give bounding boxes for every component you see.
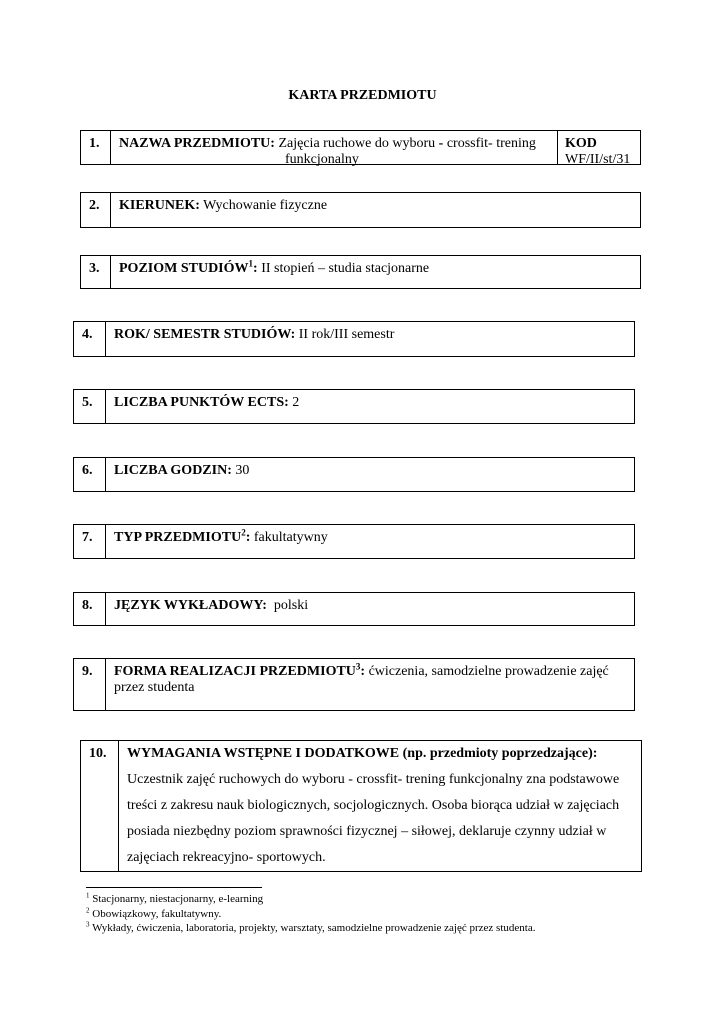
field-label: WYMAGANIA WSTĘPNE I DODATKOWE (np. przedmioty poprzedzające):	[127, 746, 598, 761]
footnote-2: $^2$ Obowiązkowy, fakultatywny.	[86, 906, 222, 920]
section-number: 2.	[81, 193, 111, 227]
field-value: fakultatywny	[253, 530, 328, 545]
field-label: FORMA REALIZACJI PRZEDMIOTU	[114, 664, 356, 679]
field-label: JĘZYK WYKŁADOWY:	[114, 598, 267, 613]
section-2-field-of-study	[80, 192, 641, 228]
section-9-delivery-form: 9. FORMA REALIZACJI PRZEDMIOTU$^3$: ćwiczenia, samodzielne prowadzenie zajęć przez studenta	[73, 658, 635, 711]
field-value: Wychowanie fizyczne	[203, 198, 328, 213]
section-number: 6.	[74, 458, 106, 491]
footnote-3: $^3$ Wykłady, ćwiczenia, laboratoria, projekty, warsztaty, samodzielne prowadzenie zajęć przez studenta.	[86, 920, 536, 934]
section-6-hours	[73, 457, 635, 492]
field-label: POZIOM STUDIÓW	[119, 261, 249, 276]
section-number: 9.	[74, 659, 106, 710]
field-label: LICZBA GODZIN:	[114, 463, 232, 478]
section-number: 10.	[81, 741, 119, 871]
section-number: 7.	[74, 525, 106, 558]
field-value: 30	[235, 463, 250, 478]
field-label: ROK/ SEMESTR STUDIÓW:	[114, 327, 296, 342]
field-value: polski	[273, 598, 309, 613]
section-number: 8.	[74, 593, 106, 625]
section-4-year-semester	[73, 321, 635, 357]
section-8-language	[73, 592, 635, 626]
field-value: II stopień – studia stacjonarne	[261, 261, 430, 276]
field-value: 2	[292, 395, 300, 410]
footnote-separator	[86, 887, 262, 888]
field-label: NAZWA PRZEDMIOTU:	[119, 136, 275, 151]
section-5-ects-points	[73, 389, 635, 424]
field-value: II rok/III semestr	[298, 327, 395, 342]
section-10-prerequisites: 10. WYMAGANIA WSTĘPNE I DODATKOWE (np. przedmioty poprzedzające): Uczestnik zajęć ruchowych do wyboru - crossfit- trening funkcjonalny zna podstawowe treści z zakresu nauk biologicznych, socjologicznych. Osoba biorąca udział w zajęciach posiada niezbędny poziom sprawności fizycznej – siłowej, deklaruje czynny udział w zajęciach rekreacyjno- sportowych.	[80, 740, 642, 872]
field-value: Zajęcia ruchowe do wyboru	[278, 136, 436, 151]
field-label: LICZBA PUNKTÓW ECTS:	[114, 395, 289, 410]
section-3-study-level: 3. POZIOM STUDIÓW$^1$: II stopień – studia stacjonarne	[80, 255, 641, 289]
field-label: TYP PRZEDMIOTU	[114, 530, 242, 545]
page-title: KARTA PRZEDMIOTU	[288, 88, 437, 103]
field-label: KIERUNEK:	[119, 198, 200, 213]
section-number: 4.	[74, 322, 106, 356]
section-7-course-type: 7. TYP PRZEDMIOTU$^2$: fakultatywny	[73, 524, 635, 559]
course-code: KOD WF/II/st/31	[557, 131, 640, 164]
section-number: 3.	[81, 256, 111, 288]
prerequisites-text: Uczestnik zajęć ruchowych do wyboru - crossfit- trening funkcjonalny zna podstawowe	[127, 772, 620, 787]
section-number: 1.	[81, 131, 111, 164]
field-value: ćwiczenia, samodzielne prowadzenie zajęć	[368, 664, 609, 679]
footnote-1: $^1$ Stacjonarny, niestacjonarny, e-learning	[86, 891, 264, 905]
section-number: 5.	[74, 390, 106, 423]
section-1-course-name: 1. NAZWA PRZEDMIOTU: Zajęcia ruchowe do wyboru - crossfit- trening funkcjonalny KOD WF/II/st/31	[80, 130, 641, 165]
